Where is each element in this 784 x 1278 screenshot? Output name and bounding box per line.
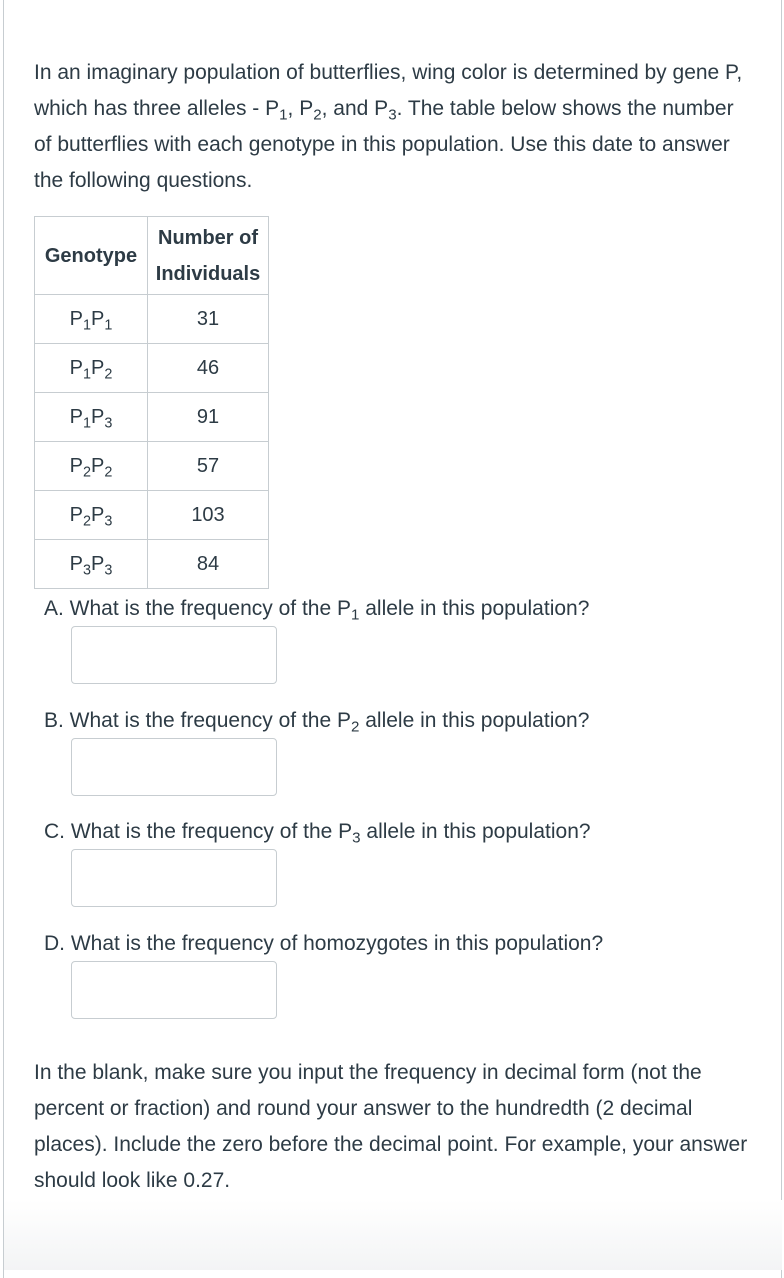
count-cell: 91 [148, 393, 269, 442]
count-cell: 84 [148, 540, 269, 589]
instructions-note: In the blank, make sure you input the frequency in decimal form (not the percent or fraction) and round your answer to the hundredth (2 decimal places). Include the zero before the decimal point. For example, your answer should look like 0.27. [34, 1061, 748, 1192]
genotype-cell: $P_1P_1$ [35, 295, 148, 344]
count-header: Number of Individuals [148, 217, 269, 295]
genotype-header: Genotype [35, 217, 148, 295]
question-a: A. What is the frequency of the $P_1$ allele in this population? [44, 597, 590, 624]
count-cell: 57 [148, 442, 269, 491]
question-b: B. What is the frequency of the $P_2$ allele in this population? [44, 709, 590, 736]
genotype-cell: $P_1P_3$ [35, 393, 148, 442]
table-row [35, 344, 269, 393]
answer-b-input[interactable] [71, 738, 277, 796]
bottom-fade [4, 1200, 782, 1270]
genotype-cell: $P_3P_3$ [35, 540, 148, 589]
table-header-row [35, 217, 269, 295]
answer-d-input[interactable] [71, 961, 277, 1019]
table-row [35, 393, 269, 442]
answer-a-input[interactable] [71, 626, 277, 684]
genotype-table [34, 216, 269, 589]
count-cell: 31 [148, 295, 269, 344]
genotype-cell: $P_1P_2$ [35, 344, 148, 393]
genotype-cell: $P_2P_3$ [35, 491, 148, 540]
answer-c-input[interactable] [71, 849, 277, 907]
question-c: C. What is the frequency of the $P_3$ allele in this population? [44, 820, 591, 847]
genotype-cell: $P_2P_2$ [35, 442, 148, 491]
table-row [35, 540, 269, 589]
count-cell: 46 [148, 344, 269, 393]
table-row [35, 295, 269, 344]
intro-paragraph: In an imaginary population of butterflies, wing color is determined by gene P, which has three alleles - $P_1$, $P_2$, and $P_3$. The table below shows the number of butterflies with each genotype in this population. Use this date to answer the following questions. [34, 61, 743, 192]
table-row [35, 491, 269, 540]
table-row [35, 442, 269, 491]
question-d: D. What is the frequency of homozygotes in this population? [44, 932, 604, 955]
count-cell: 103 [148, 491, 269, 540]
